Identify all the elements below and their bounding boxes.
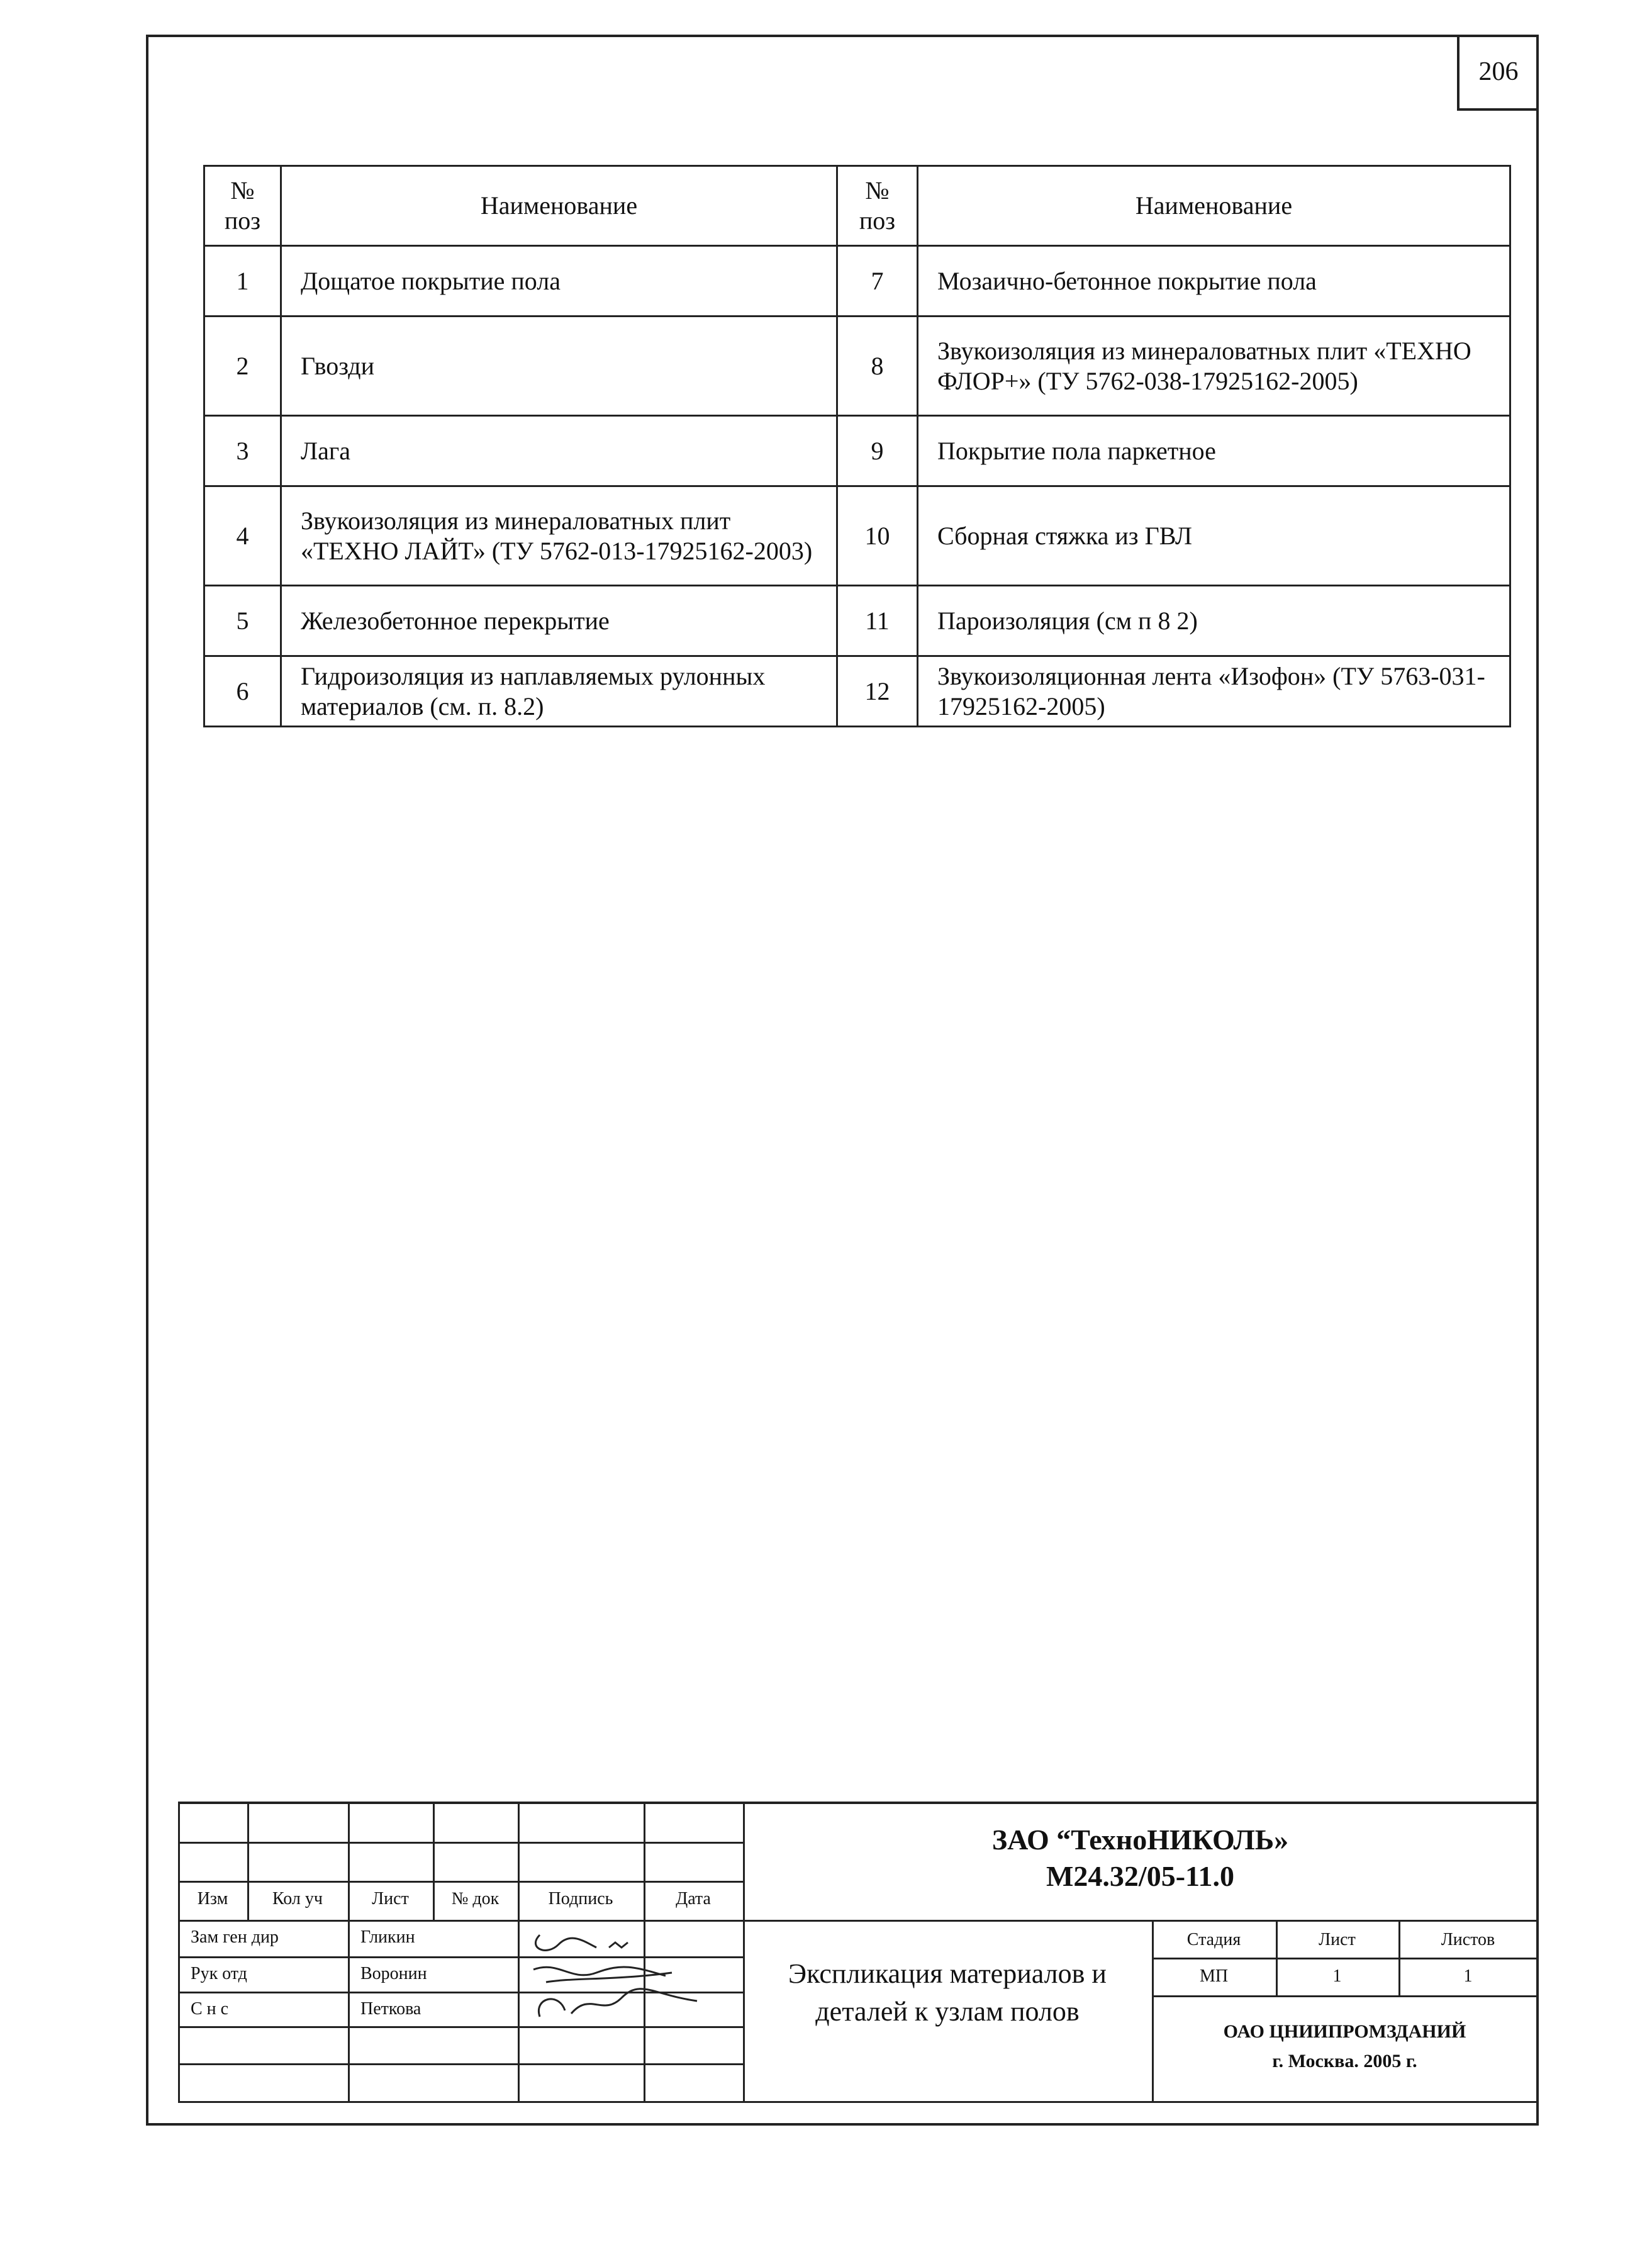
pos-cell: 5	[204, 586, 281, 656]
role-label: С н с	[191, 1999, 229, 2019]
pos-cell: 3	[204, 416, 281, 486]
pos-cell: 4	[204, 486, 281, 586]
col-list: Лист	[372, 1889, 409, 1909]
name-cell: Покрытие пола паркетное	[918, 416, 1510, 486]
stage-header: Стадия	[1186, 1930, 1241, 1949]
sheets-header: Листов	[1441, 1930, 1495, 1949]
col-kol-uch: Кол уч	[272, 1889, 323, 1909]
title-block	[178, 1802, 1538, 2103]
pos-cell: 7	[837, 246, 918, 317]
stage-value: МП	[1199, 1966, 1229, 1986]
pos-cell: 9	[837, 416, 918, 486]
name-cell: Сборная стяжка из ГВЛ	[918, 486, 1510, 586]
table-row	[204, 246, 1510, 317]
company-name: ЗАО “ТехноНИКОЛЬ»	[991, 1824, 1289, 1856]
role-label: Рук отд	[191, 1964, 247, 1983]
col-podpis: Подпись	[548, 1889, 613, 1909]
name-cell: Железобетонное перекрытие	[281, 586, 837, 656]
name-cell: Мозаично-бетонное покрытие пола	[918, 246, 1510, 317]
col-data: Дата	[676, 1889, 711, 1909]
name-cell: Дощатое покрытие пола	[281, 246, 837, 317]
city-year: г. Москва. 2005 г.	[1272, 2051, 1417, 2071]
table-row	[204, 317, 1510, 416]
header-pos-right: № поз	[837, 166, 918, 246]
organization: ОАО ЦНИИПРОМЗДАНИЙ	[1223, 2021, 1466, 2042]
person-name: Петкова	[360, 1999, 421, 2019]
name-cell: Гидроизоляция из наплавляемых рулонных материалов (см. п. 8.2)	[281, 656, 837, 727]
table-row	[204, 656, 1510, 727]
col-izm: Изм	[197, 1889, 228, 1909]
table-row	[204, 486, 1510, 586]
document-title: Экспликация материалов и деталей к узлам полов	[788, 1958, 1107, 2027]
pos-cell: 11	[837, 586, 918, 656]
signatures-graphic	[521, 1922, 735, 2029]
table-header-row	[204, 166, 1510, 246]
pos-cell: 10	[837, 486, 918, 586]
name-cell: Лага	[281, 416, 837, 486]
sheet-header: Лист	[1319, 1930, 1356, 1949]
sheets-value: 1	[1463, 1966, 1473, 1986]
name-cell: Пароизоляция (см п 8 2)	[918, 586, 1510, 656]
pos-cell: 2	[204, 317, 281, 416]
pos-cell: 8	[837, 317, 918, 416]
header-name-left: Наименование	[281, 166, 837, 246]
col-n-dok: № док	[451, 1889, 500, 1909]
pos-cell: 1	[204, 246, 281, 317]
person-name: Воронин	[360, 1964, 427, 1983]
page-number: 206	[1457, 35, 1538, 111]
table-row	[204, 416, 1510, 486]
pos-cell: 6	[204, 656, 281, 727]
document-code: М24.32/05-11.0	[1046, 1860, 1234, 1892]
pos-cell: 12	[837, 656, 918, 727]
name-cell: Гвозди	[281, 317, 837, 416]
name-cell: Звукоизоляционная лента «Изофон» (ТУ 5763-031-17925162-2005)	[918, 656, 1510, 727]
table-row	[204, 586, 1510, 656]
header-name-right: Наименование	[918, 166, 1510, 246]
role-label: Зам ген дир	[191, 1927, 279, 1947]
header-pos-left: № поз	[204, 166, 281, 246]
name-cell: Звукоизоляция из минераловатных плит «ТЕХНО ЛАЙТ» (ТУ 5762-013-17925162-2003)	[281, 486, 837, 586]
person-name: Гликин	[360, 1927, 415, 1947]
materials-table	[203, 165, 1511, 727]
name-cell: Звукоизоляция из минераловатных плит «ТЕХНО ФЛОР+» (ТУ 5762-038-17925162-2005)	[918, 317, 1510, 416]
sheet-value: 1	[1332, 1966, 1342, 1986]
